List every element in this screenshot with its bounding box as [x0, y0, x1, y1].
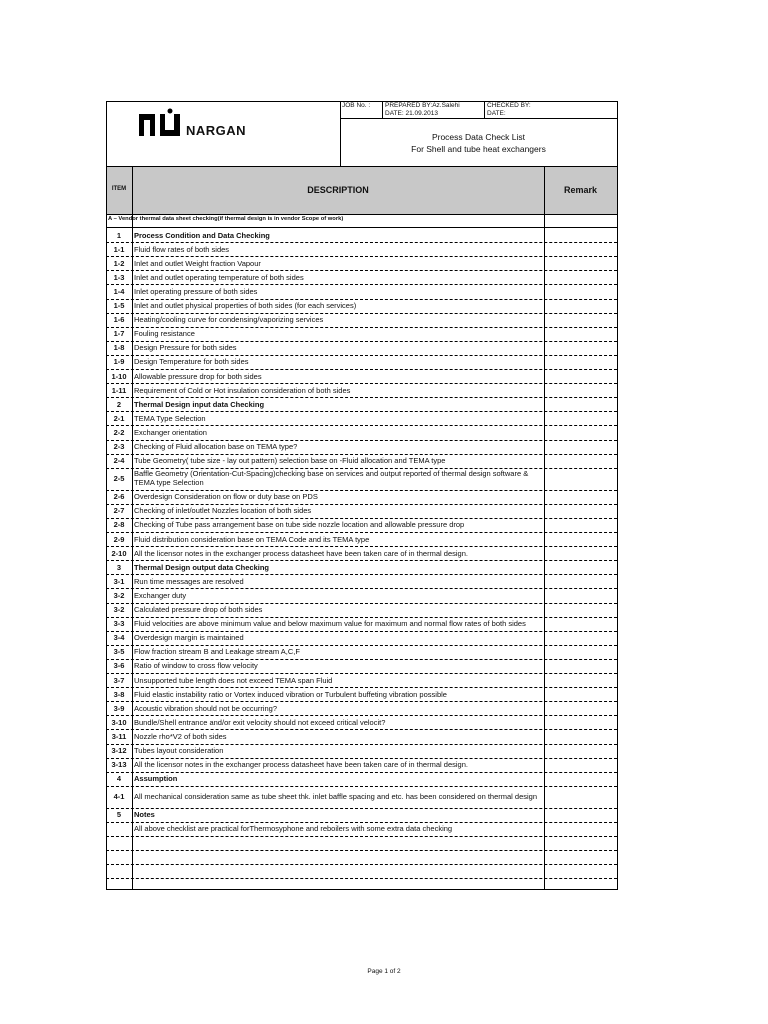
row-remark-cell[interactable] — [545, 313, 616, 326]
row-remark-cell[interactable] — [545, 729, 616, 742]
row-description: Run time messages are resolved — [134, 576, 244, 586]
row-description: All the licensor notes in the exchanger process datasheet have been taken care of in thermal design. — [134, 760, 468, 770]
row-remark-cell[interactable] — [545, 617, 616, 630]
row-item-number: 4-1 — [113, 792, 125, 802]
row-remark-cell[interactable] — [545, 772, 616, 785]
row-remark-cell[interactable] — [545, 588, 616, 601]
row-item-number: 2-6 — [113, 492, 125, 502]
section-heading: Notes — [134, 810, 155, 820]
row-divider — [106, 518, 617, 519]
row-description: Exchanger duty — [134, 590, 187, 600]
row-description: Overdesign Consideration on flow or duty base on PDS — [134, 492, 318, 502]
row-description: Tubes layout consideration — [134, 746, 224, 756]
row-remark-cell[interactable] — [545, 228, 616, 241]
row-divider — [106, 715, 617, 716]
row-remark-cell[interactable] — [545, 645, 616, 658]
row-remark-cell[interactable] — [545, 327, 616, 340]
row-remark-cell[interactable] — [545, 397, 616, 410]
row-item-number: 3-10 — [111, 717, 127, 727]
row-divider — [106, 603, 617, 604]
row-description: All above checklist are practical forThermosyphone and reboilers with some extra data checking — [134, 824, 453, 834]
row-description: Calculated pressure drop of both sides — [134, 605, 263, 615]
prepared-date: DATE: 21.09.2013 — [385, 110, 438, 117]
row-item-number: 3-1 — [113, 576, 125, 586]
row-divider — [106, 490, 617, 491]
section-heading: Process Condition and Data Checking — [134, 230, 270, 240]
row-item-number: 1-5 — [113, 301, 125, 311]
row-item-number: 3-3 — [113, 619, 125, 629]
checked-by: CHECKED BY: — [487, 102, 531, 109]
row-item-number: 1-11 — [111, 385, 127, 395]
row-divider — [106, 786, 617, 787]
table-bottom-border — [106, 889, 618, 890]
row-remark-cell[interactable] — [545, 355, 616, 368]
row-item-number: 3-11 — [111, 731, 127, 741]
row-item-number: 3-7 — [113, 675, 125, 685]
row-remark-cell[interactable] — [545, 822, 616, 835]
row-description: Design Temperature for both sides — [134, 357, 249, 367]
row-description: All mechanical consideration same as tube sheet thk. inlet baffle spacing and etc. has been considered on thermal design — [134, 792, 538, 802]
row-description: Fluid velocities are above minimum value and below maximum value for maximum and normal flow rates of both sides — [134, 619, 526, 629]
section-note-bottom — [106, 227, 618, 228]
row-remark-cell[interactable] — [545, 715, 616, 728]
row-divider — [106, 425, 617, 426]
row-divider — [106, 808, 617, 809]
row-divider — [106, 440, 617, 441]
row-divider — [106, 673, 617, 674]
col-line-item — [132, 166, 133, 889]
row-divider — [106, 299, 617, 300]
prepared-by: PREPARED BY:Az.Salehi — [385, 102, 460, 109]
row-remark-cell[interactable] — [545, 546, 616, 559]
row-item-number: 2-4 — [113, 456, 125, 466]
row-divider — [106, 645, 617, 646]
row-item-number: 1-10 — [111, 371, 127, 381]
row-description: Nozzle rho*V2 of both sides — [134, 731, 227, 741]
row-item-number: 3-4 — [113, 633, 125, 643]
row-description: Fluid distribution consideration base on TEMA Code and its TEMA type — [134, 534, 370, 544]
row-item-number: 1-9 — [113, 357, 125, 367]
row-remark-cell[interactable] — [545, 878, 616, 891]
row-description: Overdesign margin is maintained — [134, 633, 244, 643]
row-description: Inlet and outlet physical properties of both sides (for each services) — [134, 301, 357, 311]
row-remark-cell[interactable] — [545, 270, 616, 283]
row-item-number: 2-8 — [113, 520, 125, 530]
row-divider — [106, 574, 617, 575]
row-description: Fluid elastic instability ratio or Vortex induced vibration or Turbulent buffeting vibration possible — [134, 689, 447, 699]
row-description: Bundle/Shell entrance and/or exit velocity should not exceed critical velocit? — [134, 717, 386, 727]
header-divider-2 — [382, 101, 383, 119]
row-remark-cell[interactable] — [545, 242, 616, 255]
row-item-number: 1 — [116, 230, 122, 240]
row-divider — [106, 822, 617, 823]
row-description: Requirement of Cold or Hot insulation consideration of both sides — [134, 385, 351, 395]
row-divider — [106, 560, 617, 561]
row-remark-cell[interactable] — [545, 687, 616, 700]
row-divider — [106, 659, 617, 660]
row-description: Inlet operating pressure of both sides — [134, 286, 258, 296]
row-divider — [106, 504, 617, 505]
row-description: Tube Geometry( tube size - lay out pattern) selection base on -Fluid allocation and TEMA type — [134, 456, 446, 466]
logo-text: NARGAN — [186, 123, 247, 138]
row-description: Checking of Fluid allocation base on TEMA type? — [134, 442, 298, 452]
section-heading: Thermal Design output data Checking — [134, 562, 270, 572]
row-description: Inlet and outlet Weight fraction Vapour — [134, 258, 261, 268]
row-remark-cell[interactable] — [545, 454, 616, 467]
row-description: Inlet and outlet operating temperature of both sides — [134, 272, 304, 282]
row-description: Allowable pressure drop for both sides — [134, 371, 262, 381]
row-divider — [106, 355, 617, 356]
row-remark-cell[interactable] — [545, 490, 616, 503]
row-remark-cell[interactable] — [545, 532, 616, 545]
row-divider — [106, 270, 617, 271]
row-description: Ratio of window to cross flow velocity — [134, 661, 258, 671]
row-item-number: 1-3 — [113, 272, 125, 282]
row-description: Exchanger orientation — [134, 427, 207, 437]
row-item-number: 1-4 — [113, 286, 125, 296]
row-divider — [106, 701, 617, 702]
job-no-label: JOB No. : — [342, 102, 371, 109]
row-item-number: 2-5 — [113, 474, 125, 484]
row-description: All the licensor notes in the exchanger process datasheet have been taken care of in thermal design. — [134, 548, 468, 558]
row-item-number: 2-7 — [113, 506, 125, 516]
row-remark-cell[interactable] — [545, 299, 616, 312]
row-remark-cell[interactable] — [545, 468, 616, 489]
col-remark-header: Remark — [563, 185, 598, 195]
row-description: Fluid flow rates of both sides — [134, 244, 230, 254]
row-remark-cell[interactable] — [545, 256, 616, 269]
row-description: Acoustic vibration should not be occurring? — [134, 703, 277, 713]
row-item-number: 3-12 — [111, 746, 127, 756]
row-divider — [106, 687, 617, 688]
row-remark-cell[interactable] — [545, 603, 616, 616]
row-divider — [106, 411, 617, 412]
row-remark-cell[interactable] — [545, 744, 616, 757]
row-divider — [106, 454, 617, 455]
row-description: Baffle Geometry (Orientation-Cut-Spacing)checking base on services and output reported of thermal design software & TEMA type Selection — [134, 468, 529, 487]
row-item-number: 5 — [116, 810, 122, 820]
row-remark-cell[interactable] — [545, 701, 616, 714]
row-remark-cell[interactable] — [545, 440, 616, 453]
row-item-number: 2-3 — [113, 442, 125, 452]
row-divider — [106, 532, 617, 533]
row-divider — [106, 878, 617, 879]
row-remark-cell[interactable] — [545, 574, 616, 587]
row-remark-cell[interactable] — [545, 518, 616, 531]
row-description: Checking of inlet/outlet Nozzles location of both sides — [134, 506, 312, 516]
row-description: Fouling resistance — [134, 329, 195, 339]
row-divider — [106, 850, 617, 851]
row-description: Design Pressure for both sides — [134, 343, 237, 353]
row-item-number: 2-10 — [111, 548, 127, 558]
row-remark-cell[interactable] — [545, 504, 616, 517]
row-divider — [106, 758, 617, 759]
row-remark-cell[interactable] — [545, 560, 616, 573]
table-right-border — [617, 101, 618, 889]
row-remark-cell[interactable] — [545, 808, 616, 821]
row-divider — [106, 729, 617, 730]
row-divider — [106, 383, 617, 384]
row-remark-cell[interactable] — [545, 864, 616, 877]
row-item-number: 2 — [116, 399, 122, 409]
checked-date: DATE: — [487, 110, 506, 117]
row-divider — [106, 313, 617, 314]
row-divider — [106, 397, 617, 398]
row-item-number: 3-6 — [113, 661, 125, 671]
row-divider — [106, 588, 617, 589]
row-item-number: 3 — [116, 562, 122, 572]
column-header-bottom — [106, 214, 618, 215]
row-item-number: 3-5 — [113, 647, 125, 657]
row-divider — [106, 617, 617, 618]
row-description: Unsupported tube length does not exceed TEMA span Fluid — [134, 675, 333, 685]
row-remark-cell[interactable] — [545, 411, 616, 424]
header-hline — [340, 118, 617, 119]
row-divider — [106, 772, 617, 773]
doc-title — [340, 131, 617, 155]
row-remark-cell[interactable] — [545, 425, 616, 438]
row-divider — [106, 369, 617, 370]
row-divider — [106, 631, 617, 632]
row-remark-cell[interactable] — [545, 284, 616, 297]
row-description: Checking of Tube pass arrangement base on tube side nozzle location and allowable pressure drop — [134, 520, 465, 530]
logo — [139, 108, 289, 138]
row-remark-cell[interactable] — [545, 631, 616, 644]
row-item-number: 3-8 — [113, 689, 125, 699]
row-divider — [106, 864, 617, 865]
row-item-number: 3-9 — [113, 703, 125, 713]
row-remark-cell[interactable] — [545, 850, 616, 863]
col-item-header: ITEM — [111, 186, 127, 192]
row-item-number: 4 — [116, 774, 122, 784]
row-divider — [106, 341, 617, 342]
row-remark-cell[interactable] — [545, 673, 616, 686]
row-divider — [106, 744, 617, 745]
row-remark-cell[interactable] — [545, 383, 616, 396]
row-divider — [106, 836, 617, 837]
row-divider — [106, 546, 617, 547]
row-item-number: 3-2 — [113, 590, 125, 600]
header-divider-3 — [484, 101, 485, 119]
doc-title-line2: For Shell and tube heat exchangers — [411, 144, 546, 154]
row-description: Heating/cooling curve for condensing/vaporizing services — [134, 315, 324, 325]
row-item-number: 1-6 — [113, 315, 125, 325]
row-item-number: 2-2 — [113, 427, 125, 437]
row-remark-cell[interactable] — [545, 369, 616, 382]
row-remark-cell[interactable] — [545, 758, 616, 771]
nargan-logo-mark — [139, 108, 183, 138]
row-item-number: 2-9 — [113, 534, 125, 544]
row-remark-cell[interactable] — [545, 341, 616, 354]
row-item-number: 3-2 — [113, 605, 125, 615]
section-note: A – Vendor thermal data sheet checking(if thermal design is in vendor Scope of work) — [108, 216, 344, 222]
row-remark-cell[interactable] — [545, 659, 616, 672]
section-heading: Assumption — [134, 774, 178, 784]
page-number: Page 1 of 2 — [367, 968, 401, 975]
col-description-header: DESCRIPTION — [307, 185, 369, 195]
row-divider — [106, 256, 617, 257]
row-remark-cell[interactable] — [545, 836, 616, 849]
row-divider — [106, 242, 617, 243]
row-item-number: 1-2 — [113, 258, 125, 268]
row-item-number: 1-1 — [113, 244, 125, 254]
row-item-number: 2-1 — [113, 413, 125, 423]
row-divider — [106, 284, 617, 285]
section-heading: Thermal Design input data Checking — [134, 399, 265, 409]
row-item-number: 1-8 — [113, 343, 125, 353]
row-item-number: 1-7 — [113, 329, 125, 339]
doc-title-line1: Process Data Check List — [431, 132, 526, 142]
row-divider — [106, 327, 617, 328]
row-description: TEMA Type Selection — [134, 413, 206, 423]
row-remark-cell[interactable] — [545, 786, 616, 807]
row-item-number: 3-13 — [111, 760, 127, 770]
row-description: Flow fraction stream B and Leakage stream A,C,F — [134, 647, 300, 657]
